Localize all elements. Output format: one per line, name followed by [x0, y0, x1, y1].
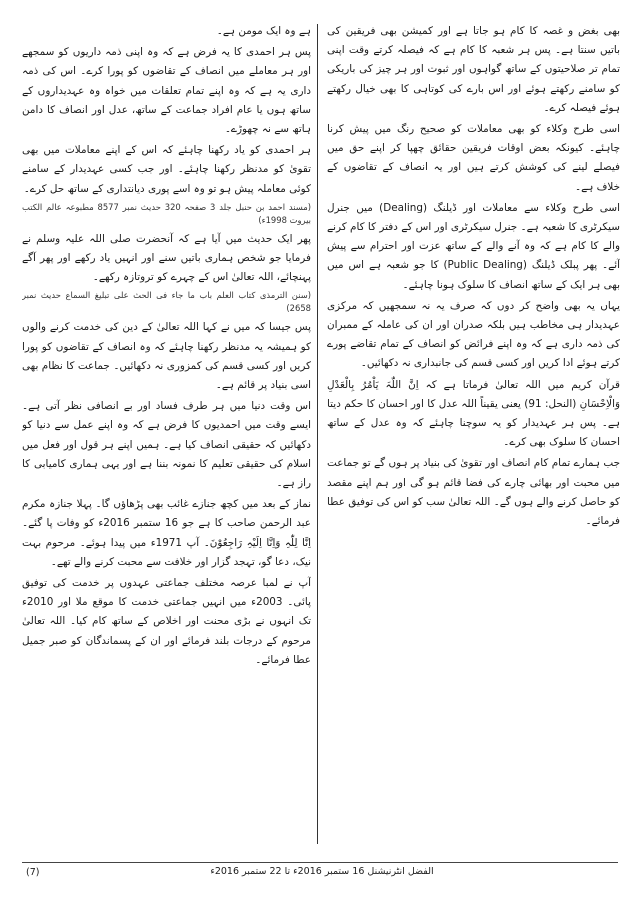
paragraph: ہے وہ ایک مومن ہے۔	[216, 25, 311, 37]
column-divider	[317, 24, 318, 844]
page-number: (7)	[26, 867, 40, 878]
paragraph: پس ہر احمدی کا یہ فرض ہے کہ وہ اپنی ذمہ داریوں کو سمجھے اور ہر معاملے میں انصاف کے تقاضوں کو پورا کرے۔ اس کی ذمہ داری یہ ہے کہ وہ اپنے تمام تعلقات میں خواہ وہ عہدیداروں کے ساتھ ہوں یا عام افراد جماعت کے ساتھ، عدل اور انصاف کا دامن ہاتھ سے نہ چھوڑے۔	[22, 46, 311, 136]
right-text-column	[327, 22, 620, 842]
paragraph: یہاں یہ بھی واضح کر دوں کہ صرف یہ نہ سمجھیں کہ مرکزی عہدیدار ہی مخاطب ہیں بلکہ صدران اور ان کی عاملہ کے ممبران کی ذمہ داری ہے کہ وہ اپنے فرائض کو انصاف کے تمام تقاضے پورے کرتے ہوئے ادا کریں اور کسی قسم کی جانبداری نہ دکھائیں۔	[327, 299, 620, 370]
left-text-column	[22, 22, 311, 842]
page-footer	[22, 862, 618, 881]
paragraph: پھر ایک حدیث میں آیا ہے کہ آنحضرت صلی اللہ علیہ وسلم نے فرمایا جو شخص ہماری باتیں سنے اور انہیں یاد رکھے اور پھر آگے پہنچائے، اللہ تعالیٰ اس کے چہرے کو تروتازہ رکھے۔	[22, 232, 311, 284]
obituary-paragraph: نماز کے بعد میں کچھ جنازے غائب بھی پڑھاؤں گا۔ پہلا جنازہ مکرم عبد الرحمن صاحب کا ہے جو 16 ستمبر 2016ء کو وفات پا گئے۔ اِنَّا لِلّٰہِ وَاِنَّا اِلَیْہِ رَاجِعُوْنَ۔ آپ 1971ء میں پیدا ہوئے۔ مرحوم بہت نیک، دعا گو، تہجد گزار اور خلافت سے محبت کرنے والے تھے۔	[22, 498, 311, 568]
paragraph: اسی طرح وکلاء سے معاملات اور ڈیلنگ (Dealing) میں جنرل سیکرٹری کا شعبہ ہے۔ جنرل سیکرٹری اور اس کے دفتر کا کام کرنے والے کا کام ہے کہ وہ آنے والے کے ساتھ عزت اور احترام سے پیش آئے۔ پھر پبلک ڈیلنگ (Public Dealing) کا جو شعبہ ہے اس میں بھی ہر ایک کے ساتھ انصاف کا سلوک ہونا چاہئے۔	[327, 201, 620, 291]
paragraph: جب ہمارے تمام کام انصاف اور تقویٰ کی بنیاد پر ہوں گے تو جماعت میں محبت اور بھائی چارے کی فضا قائم ہو گی اور ہم اپنے مقصد کو حاصل کرنے والے ہوں گے۔ اللہ تعالیٰ سب کو اس کی توفیق عطا فرمائے۔	[327, 457, 620, 528]
citation: (سنن الترمذی کتاب العلم باب ما جاء فی الحث علی تبلیغ السماع حدیث نمبر 2658)	[22, 290, 311, 314]
paragraph: اسی طرح وکلاء کو بھی معاملات کو صحیح رنگ میں پیش کرنا چاہئے۔ کیونکہ بعض اوقات فریقین حقائق چھپا کر اپنے حق میں فیصلے لینے کی کوشش کرتے ہیں اور یہ انصاف کے تقاضوں کے خلاف ہے۔	[327, 123, 620, 193]
paragraph: قرآن کریم میں اللہ تعالیٰ فرماتا ہے کہ اِنَّ اللّٰہَ یَاْمُرُ بِالْعَدْلِ وَالْاِحْسَانِ (النحل: 91) یعنی یقیناً اللہ عدل کا اور احسان کا حکم دیتا ہے۔ پس ہر عہدیدار کو یہ سوچنا چاہئے کہ وہ عدل کے ساتھ احسان کا سلوک بھی کرے۔	[327, 378, 620, 449]
paragraph: پس جیسا کہ میں نے کہا اللہ تعالیٰ کے دین کی خدمت کرنے والوں کو ہمیشہ یہ مدنظر رکھنا چاہئے کہ وہ انصاف کے تقاضوں کو پورا کریں اور کسی قسم کی کمزوری نہ دکھائیں۔ جماعت کا نظام بھی اسی بنیاد پر قائم ہے۔	[22, 321, 311, 392]
publication-line: الفضل انٹرنیشنل 16 ستمبر 2016ء تا 22 ستمبر 2016ء	[210, 866, 434, 877]
citation: (مسند احمد بن حنبل جلد 3 صفحہ 320 حدیث نمبر 8577 مطبوعہ عالم الکتب بیروت 1998ء)	[22, 201, 311, 225]
paragraph: اس وقت دنیا میں ہر طرف فساد اور بے انصافی نظر آتی ہے۔ ایسے وقت میں احمدیوں کا فرض ہے کہ وہ اپنے عمل سے دنیا کو دکھائیں کہ حقیقی انصاف کیا ہے۔ ہمیں اپنے ہر قول اور فعل میں اسلام کی حقیقی تعلیم کا نمونہ بننا ہے اور یہی ہماری کامیابی کا راز ہے۔	[22, 400, 311, 490]
obituary-paragraph: آپ نے لمبا عرصہ مختلف جماعتی عہدوں پر خدمت کی توفیق پائی۔ 2003ء میں انہیں جماعتی خدمت کا موقع ملا اور 2010ء تک انہوں نے بڑی محنت اور اخلاص کے ساتھ کام کیا۔ اللہ تعالیٰ مرحوم کے درجات بلند فرمائے اور ان کے پسماندگان کو صبر جمیل عطا فرمائے۔	[22, 577, 311, 666]
paragraph: ہر احمدی کو یاد رکھنا چاہئے کہ اس کے اپنے معاملات میں بھی تقویٰ کو مدنظر رکھنا چاہئے۔ اور جب کسی عہدیدار کے سامنے کوئی معاملہ پیش ہو تو وہ اسے پوری دیانتداری کے ساتھ حل کرے۔	[22, 144, 311, 195]
paragraph: بھی بغض و غصہ کا کام ہو جاتا ہے اور کمیشن بھی فریقین کی باتیں سنتا ہے۔ پس ہر شعبہ کا کام ہے کہ فیصلہ کرتے وقت اپنی تمام تر صلاحیتوں کے ساتھ گواہوں اور ثبوت اور ہر چیز کی باریکی کو سامنے رکھتے ہوئے اور اس بارے کی کوتاہی کا بھی خیال رکھتے ہوئے فیصلہ کرے۔	[327, 25, 620, 114]
